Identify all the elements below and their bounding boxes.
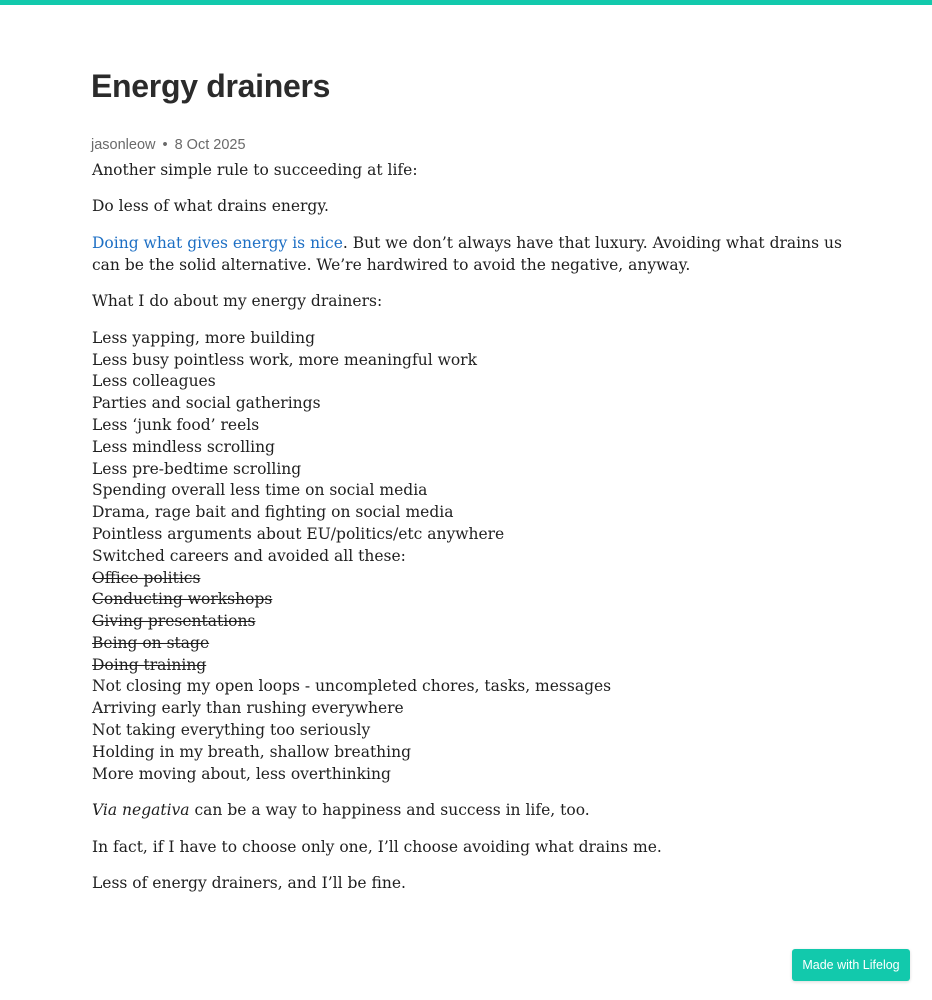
list-item: Holding in my breath, shallow breathing bbox=[92, 742, 412, 761]
paragraph-via-negativa bbox=[92, 800, 852, 822]
post-title: Energy drainers bbox=[91, 68, 331, 104]
list-item-struck: Conducting workshops bbox=[92, 590, 273, 609]
paragraph-rule: Do less of what drains energy. bbox=[92, 197, 329, 216]
via-negativa-term: Via negativa bbox=[92, 801, 190, 820]
post-date: 8 Oct 2025 bbox=[174, 137, 246, 153]
list-item: Drama, rage bait and fighting on social media bbox=[92, 503, 454, 522]
made-with-lifelog-button[interactable]: Made with Lifelog bbox=[792, 949, 910, 981]
list-item-struck: Being on stage bbox=[92, 633, 210, 652]
list-item-struck: Office politics bbox=[92, 568, 201, 587]
drainers-list bbox=[92, 328, 852, 786]
list-item: Pointless arguments about EU/politics/etc anywhere bbox=[92, 524, 505, 543]
list-item: Switched careers and avoided all these: bbox=[92, 546, 406, 565]
paragraph-closing: Less of energy drainers, and I’ll be fine. bbox=[92, 874, 406, 893]
list-item: Less ‘junk food’ reels bbox=[92, 415, 260, 434]
post-body bbox=[92, 160, 852, 910]
author-name[interactable]: jasonleow bbox=[91, 137, 156, 153]
paragraph-link-suffix: . But we don’t always have that luxury. Avoiding what drains us can be the solid alternative. We’re hardwired to avoid the negative, anyway. bbox=[92, 233, 842, 274]
paragraph-list-intro: What I do about my energy drainers: bbox=[92, 292, 383, 311]
list-item: Arriving early than rushing everywhere bbox=[92, 699, 404, 718]
list-item: Parties and social gatherings bbox=[92, 394, 321, 413]
list-item: Spending overall less time on social media bbox=[92, 481, 428, 500]
list-item: Less yapping, more building bbox=[92, 328, 316, 347]
list-item-struck: Giving presentations bbox=[92, 612, 256, 631]
paragraph-choose: In fact, if I have to choose only one, I’ll choose avoiding what drains me. bbox=[92, 837, 662, 856]
paragraph-link bbox=[92, 233, 852, 277]
via-negativa-rest: can be a way to happiness and success in life, too. bbox=[189, 801, 590, 820]
post-meta bbox=[91, 137, 246, 153]
list-item-struck: Doing training bbox=[92, 655, 207, 674]
list-item: Not closing my open loops - uncompleted chores, tasks, messages bbox=[92, 677, 612, 696]
list-item: Less mindless scrolling bbox=[92, 437, 275, 456]
top-accent-bar bbox=[0, 0, 932, 5]
list-item: More moving about, less overthinking bbox=[92, 764, 391, 783]
list-item: Less colleagues bbox=[92, 372, 216, 391]
list-item: Less busy pointless work, more meaningful work bbox=[92, 350, 477, 369]
list-item: Not taking everything too seriously bbox=[92, 721, 371, 740]
energy-link[interactable]: Doing what gives energy is nice bbox=[92, 233, 343, 252]
paragraph-intro: Another simple rule to succeeding at life: bbox=[92, 161, 418, 179]
list-item: Less pre-bedtime scrolling bbox=[92, 459, 302, 478]
meta-separator: • bbox=[162, 137, 168, 153]
